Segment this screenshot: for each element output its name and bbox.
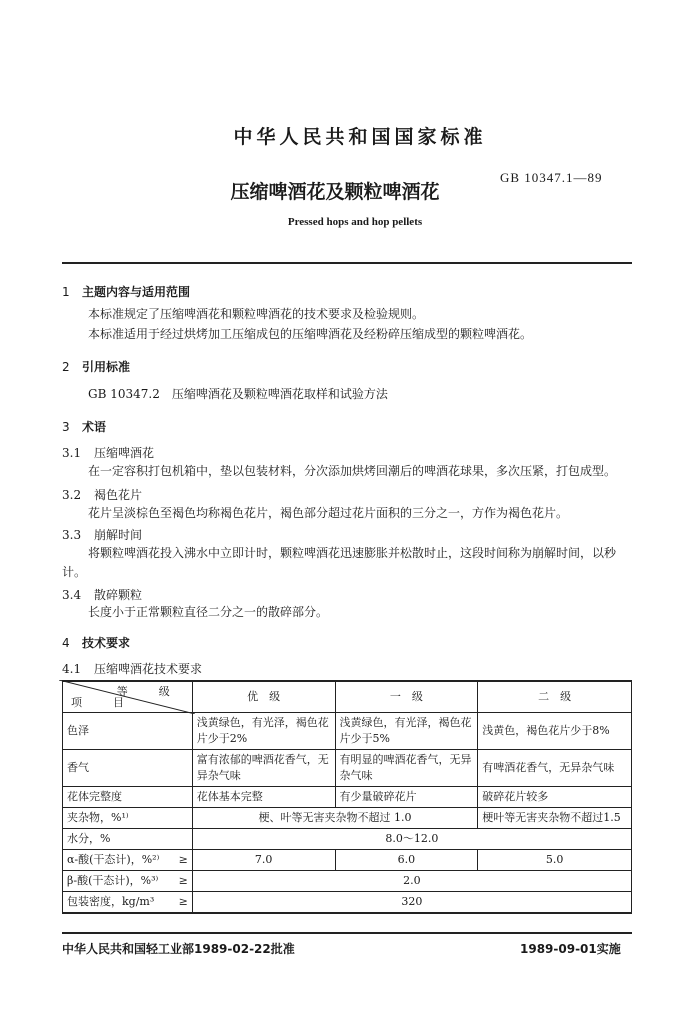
term-3-2-heading	[62, 486, 142, 503]
table-header-row	[63, 681, 632, 713]
standard-header-title: 中华人民共和国国家标准	[233, 126, 487, 148]
row-item	[63, 892, 193, 914]
row-item: 花体完整度	[63, 787, 193, 808]
header-item-label: 项 目	[71, 696, 134, 709]
header-second: 二 级	[478, 681, 632, 713]
cell-second: 破碎花片较多	[478, 787, 632, 808]
row-item: 夹杂物，%¹⁾	[63, 808, 193, 829]
cell-second: 浅黄色，褐色花片少于8%	[478, 713, 632, 750]
section-2-para-1: GB 10347.2 压缩啤酒花及颗粒啤酒花取样和试验方法	[88, 387, 388, 401]
term-3-4-heading	[62, 586, 142, 603]
header-superior: 优 级	[192, 681, 335, 713]
row-item: 香气	[63, 750, 193, 787]
cell-superior: 富有浓郁的啤酒花香气，无异杂气味	[192, 750, 335, 787]
table-row	[63, 850, 632, 871]
item-label: α-酸(干态计)，%²⁾	[67, 853, 160, 866]
standard-number: GB 10347.1—89	[500, 170, 603, 185]
gte-sign: ≥	[178, 874, 188, 887]
term-3-1-text: 在一定容积打包机箱中，垫以包装材料，分次添加烘烤回潮后的啤酒花球果，多次压紧，打包成型。	[88, 464, 617, 478]
row-item: 水分，%	[63, 829, 193, 850]
section-number: 1	[62, 285, 70, 299]
cell-first: 6.0	[335, 850, 478, 871]
gte-sign: ≥	[178, 853, 188, 866]
section-title: 主题内容与适用范围	[82, 285, 191, 299]
term-title: 压缩啤酒花	[94, 446, 155, 460]
item-label: 包装密度，kg/m³	[67, 895, 155, 908]
bottom-rule	[62, 932, 632, 934]
cell-superior: 7.0	[192, 850, 335, 871]
term-3-2-text: 花片呈淡棕色至褐色均称褐色花片，褐色部分超过花片面积的三分之一，方作为褐色花片。	[88, 506, 569, 520]
item-label: β-酸(干态计)，%³⁾	[67, 874, 159, 887]
section-1-heading	[62, 283, 190, 300]
cell-second: 5.0	[478, 850, 632, 871]
section-3-heading	[62, 418, 106, 435]
section-number: 2	[62, 360, 70, 374]
table-row	[63, 829, 632, 850]
subsection-title: 压缩啤酒花技术要求	[94, 662, 203, 676]
term-number: 3.4	[62, 588, 82, 602]
hop-spec-table	[62, 680, 632, 914]
table-row	[63, 787, 632, 808]
header-first: 一 级	[335, 681, 478, 713]
cell-superior: 浅黄绿色，有光泽，褐色花片少于2%	[192, 713, 335, 750]
cell-second: 梗叶等无害夹杂物不超过1.5	[478, 808, 632, 829]
table-row	[63, 750, 632, 787]
top-rule	[62, 262, 632, 264]
section-title: 引用标准	[82, 360, 131, 374]
cell-first: 浅黄绿色，有光泽，褐色花片少于5%	[335, 713, 478, 750]
term-3-4-text: 长度小于正常颗粒直径二分之一的散碎部分。	[88, 605, 329, 619]
term-3-1-heading	[62, 444, 154, 461]
section-number: 3	[62, 420, 70, 434]
table-corner-cell	[63, 681, 193, 713]
term-title: 褐色花片	[94, 488, 143, 502]
term-number: 3.3	[62, 528, 82, 542]
term-3-3-text: 将颗粒啤酒花投入沸水中立即计时，颗粒啤酒花迅速膨胀并松散时止，这段时间称为崩解时间，以秒计。	[62, 546, 617, 579]
row-item: 色泽	[63, 713, 193, 750]
table-row	[63, 713, 632, 750]
cell-merged: 梗、叶等无害夹杂物不超过 1.0	[192, 808, 477, 829]
effective-date: 1989-09-01实施	[520, 942, 621, 956]
subsection-number: 4.1	[62, 662, 82, 676]
term-3-3-heading	[62, 526, 142, 543]
table-row	[63, 892, 632, 914]
term-title: 崩解时间	[94, 528, 143, 542]
cell-all: 8.0～12.0	[192, 829, 631, 850]
term-number: 3.2	[62, 488, 82, 502]
header-grade-label: 等 级	[116, 685, 180, 698]
document-title: 压缩啤酒花及颗粒啤酒花	[230, 181, 440, 203]
section-1-para-1: 本标准规定了压缩啤酒花和颗粒啤酒花的技术要求及检验规则。	[88, 307, 425, 321]
cell-all: 320	[192, 892, 631, 914]
cell-second: 有啤酒花香气，无异杂气味	[478, 750, 632, 787]
section-4-heading	[62, 634, 130, 651]
row-item	[63, 850, 193, 871]
approval-line: 中华人民共和国轻工业部1989-02-22批准	[62, 942, 295, 956]
cell-first: 有少量破碎花片	[335, 787, 478, 808]
cell-superior: 花体基本完整	[192, 787, 335, 808]
cell-all: 2.0	[192, 871, 631, 892]
row-item	[63, 871, 193, 892]
gte-sign: ≥	[178, 895, 188, 908]
section-title: 术语	[82, 420, 107, 434]
section-number: 4	[62, 636, 70, 650]
section-2-heading	[62, 358, 130, 375]
english-title: Pressed hops and hop pellets	[287, 216, 423, 228]
cell-first: 有明显的啤酒花香气，无异杂气味	[335, 750, 478, 787]
term-number: 3.1	[62, 446, 82, 460]
table-row	[63, 808, 632, 829]
section-1-para-2: 本标准适用于经过烘烤加工压缩成包的压缩啤酒花及经粉碎压缩成型的颗粒啤酒花。	[88, 327, 533, 341]
table-row	[63, 871, 632, 892]
subsection-4-1-heading	[62, 660, 202, 677]
section-title: 技术要求	[82, 636, 131, 650]
term-title: 散碎颗粒	[94, 588, 143, 602]
